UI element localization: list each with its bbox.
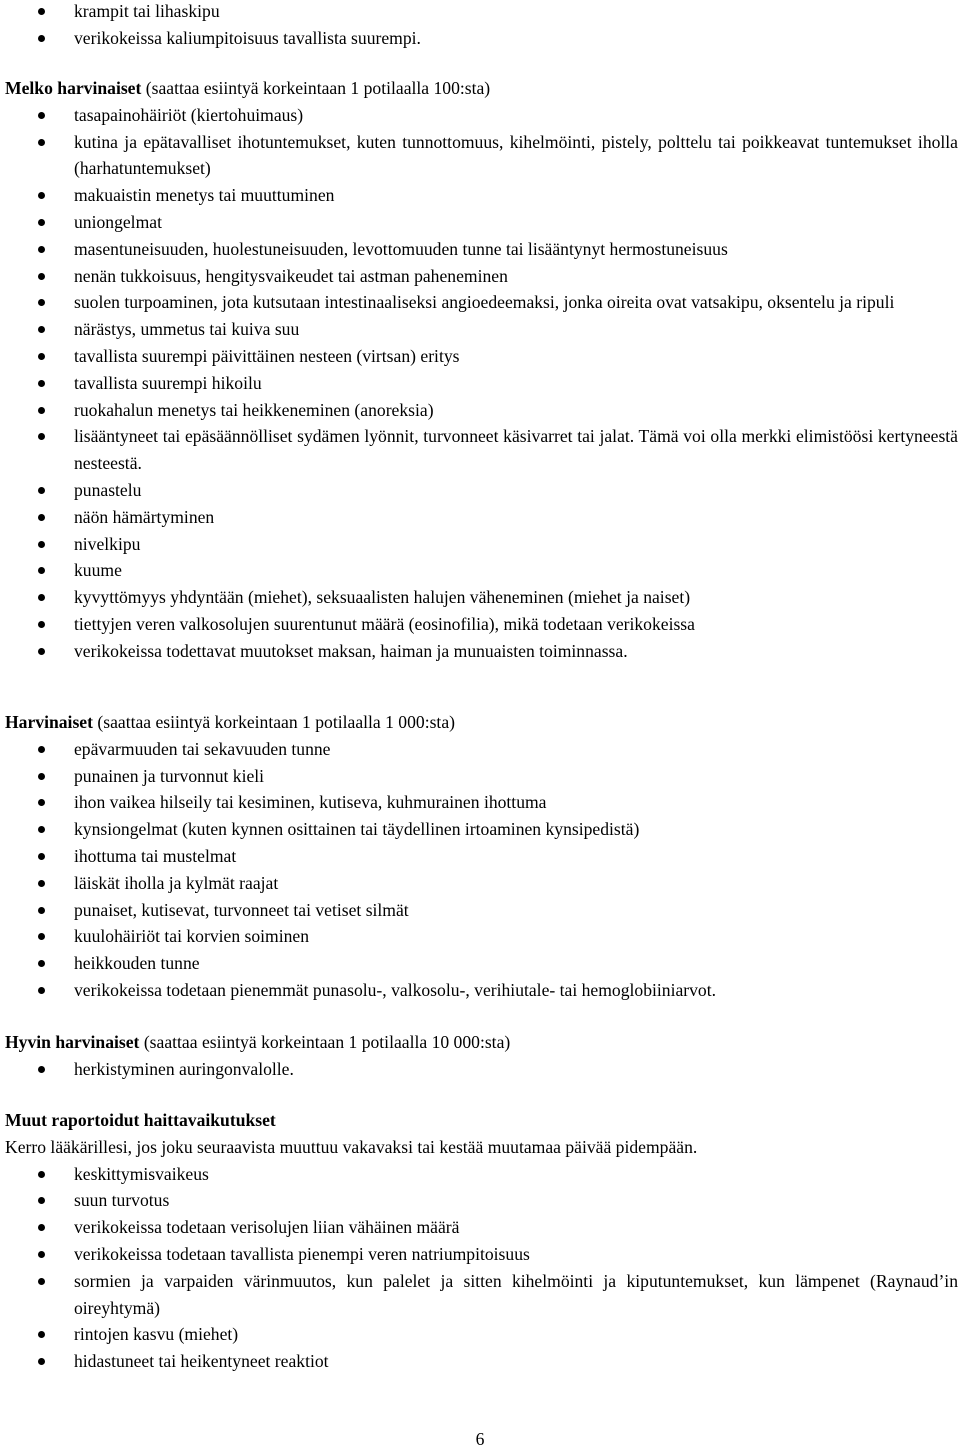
section-other-reported (0, 1107, 958, 1375)
section-title: Muut raportoidut haittavaikutukset (5, 1110, 276, 1130)
section-heading (0, 75, 958, 102)
section-title: Harvinaiset (5, 712, 93, 732)
section-title: Hyvin harvinaiset (5, 1032, 140, 1052)
section-frequency-note: (saattaa esiintyä korkeintaan 1 potilaalla 10 000:sta) (143, 1032, 511, 1052)
section-heading (0, 1029, 958, 1056)
list-item: kyvyttömyys yhdyntään (miehet), seksuaalisten halujen väheneminen (miehet ja naiset) (0, 584, 958, 611)
list-item: nivelkipu (0, 531, 958, 558)
list-item: verikokeissa todetaan tavallista pienempi veren natriumpitoisuus (0, 1241, 958, 1268)
list-item: suolen turpoaminen, jota kutsutaan intestinaaliseksi angioedeemaksi, jonka oireita ovat vatsakipu, oksentelu ja ripuli (0, 289, 958, 316)
section-very-rare (0, 1029, 958, 1083)
list-item: keskittymisvaikeus (0, 1161, 958, 1188)
list-item: kuume (0, 557, 958, 584)
section-intro: Kerro lääkärillesi, jos joku seuraavista muuttuu vakavaksi tai kestää muutamaa päivää pidempään. (5, 1136, 698, 1157)
list-item: herkistyminen auringonvalolle. (0, 1056, 958, 1083)
list-item: krampit tai lihaskipu (0, 0, 958, 25)
section-frequency-note: (saattaa esiintyä korkeintaan 1 potilaalla 100:sta) (145, 78, 491, 98)
list-item: tasapainohäiriöt (kiertohuimaus) (0, 102, 958, 129)
list-item: närästys, ummetus tai kuiva suu (0, 316, 958, 343)
list-item: tavallista suurempi hikoilu (0, 370, 958, 397)
list-item: verikokeissa todetaan verisolujen liian vähäinen määrä (0, 1214, 958, 1241)
list-item: läiskät iholla ja kylmät raajat (0, 870, 958, 897)
section-heading (0, 709, 958, 736)
list-item: makuaistin menetys tai muuttuminen (0, 182, 958, 209)
list-item: sormien ja varpaiden värinmuutos, kun palelet ja sitten kihelmöinti ja kiputuntemukset, kun lämpenet (Raynaud’in oireyhtymä) (0, 1268, 958, 1322)
section-title: Melko harvinaiset (5, 78, 142, 98)
page-number: 6 (475, 1429, 485, 1449)
list-item: epävarmuuden tai sekavuuden tunne (0, 736, 958, 763)
list-item: rintojen kasvu (miehet) (0, 1321, 958, 1348)
side-effects-list (0, 1161, 958, 1375)
list-item: punainen ja turvonnut kieli (0, 763, 958, 790)
list-item: verikokeissa kaliumpitoisuus tavallista suurempi. (0, 25, 958, 52)
list-item: verikokeissa todettavat muutokset maksan, haiman ja munuaisten toiminnassa. (0, 638, 958, 665)
list-item: verikokeissa todetaan pienemmät punasolu-, valkosolu-, verihiutale- tai hemoglobiiniarvot. (0, 977, 958, 1004)
list-item: ihon vaikea hilseily tai kesiminen, kutiseva, kuhmurainen ihottuma (0, 789, 958, 816)
section-frequency-note: (saattaa esiintyä korkeintaan 1 potilaalla 1 000:sta) (97, 712, 455, 732)
side-effects-list (0, 1056, 958, 1083)
section-rare (0, 709, 958, 1004)
list-item: ruokahalun menetys tai heikkeneminen (anoreksia) (0, 397, 958, 424)
list-item: nenän tukkoisuus, hengitysvaikeudet tai astman paheneminen (0, 263, 958, 290)
list-item: kuulohäiriöt tai korvien soiminen (0, 923, 958, 950)
side-effects-list (0, 102, 958, 665)
list-item: punastelu (0, 477, 958, 504)
list-item: ihottuma tai mustelmat (0, 843, 958, 870)
list-item: punaiset, kutisevat, turvonneet tai vetiset silmät (0, 897, 958, 924)
side-effects-list (0, 736, 958, 1004)
list-item: kutina ja epätavalliset ihotuntemukset, kuten tunnottomuus, kihelmöinti, pistely, polttelu tai poikkeavat tuntemukset iholla (harhatuntemukset) (0, 129, 958, 183)
list-item: hidastuneet tai heikentyneet reaktiot (0, 1348, 958, 1375)
list-item: kynsiongelmat (kuten kynnen osittainen tai täydellinen irtoaminen kynsipedistä) (0, 816, 958, 843)
list-item: näön hämärtyminen (0, 504, 958, 531)
section-common-continued (0, 0, 958, 52)
list-item: suun turvotus (0, 1187, 958, 1214)
list-item: masentuneisuuden, huolestuneisuuden, levottomuuden tunne tai lisääntynyt hermostuneisuus (0, 236, 958, 263)
side-effects-list (0, 0, 958, 52)
list-item: heikkouden tunne (0, 950, 958, 977)
list-item: lisääntyneet tai epäsäännölliset sydämen lyönnit, turvonneet käsivarret tai jalat. Tämä voi olla merkki elimistöösi kertyneestä nesteestä. (0, 423, 958, 477)
section-uncommon (0, 75, 958, 665)
section-heading (0, 1107, 958, 1134)
list-item: tiettyjen veren valkosolujen suurentunut määrä (eosinofilia), mikä todetaan verikokeissa (0, 611, 958, 638)
list-item: tavallista suurempi päivittäinen nesteen (virtsan) eritys (0, 343, 958, 370)
list-item: uniongelmat (0, 209, 958, 236)
